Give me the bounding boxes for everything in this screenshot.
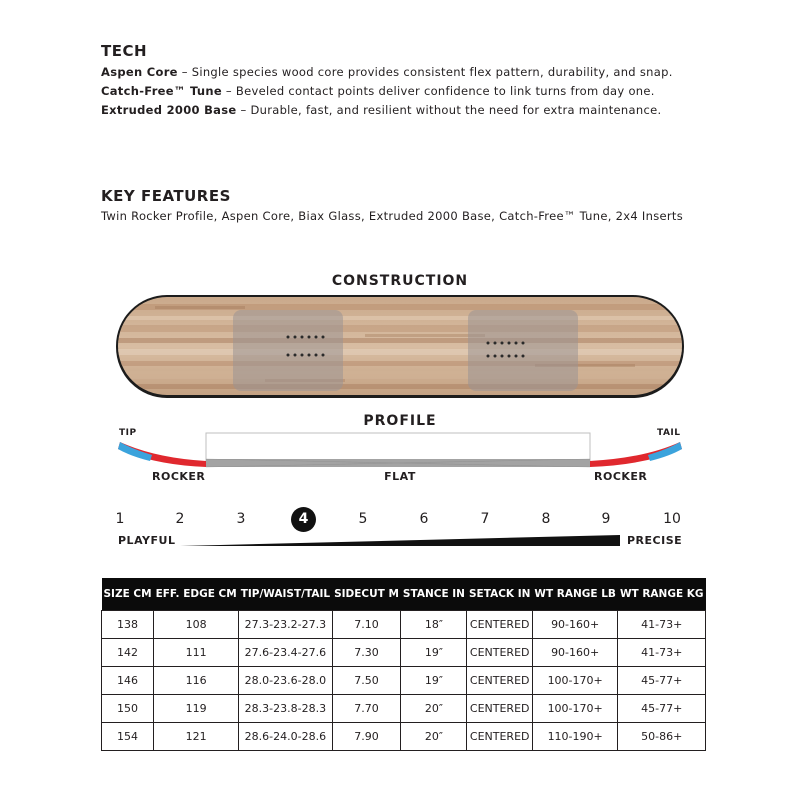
profile-diagram	[110, 425, 690, 475]
tech-item-name: Extruded 2000 Base	[101, 103, 237, 117]
flex-number: 8	[541, 511, 551, 527]
cell-stance: 18″	[401, 611, 467, 639]
rocker-left-label: ROCKER	[152, 470, 206, 483]
header-size: SIZE CM	[102, 578, 154, 611]
cell-wt-kg: 45-77+	[618, 695, 706, 723]
cell-setback: CENTERED	[467, 667, 532, 695]
tech-item-sep: –	[177, 65, 192, 79]
cell-size: 150	[102, 695, 154, 723]
cell-stance: 20″	[401, 723, 467, 751]
cell-tip-waist-tail: 27.6-23.4-27.6	[239, 639, 332, 667]
flex-number: 10	[663, 511, 681, 527]
cell-tip-waist-tail: 28.3-23.8-28.3	[239, 695, 332, 723]
wood-core	[115, 294, 685, 400]
tip-label: TIP	[119, 428, 137, 438]
cell-size: 154	[102, 723, 154, 751]
cell-wt-lb: 110-190+	[532, 723, 618, 751]
cell-wt-lb: 90-160+	[532, 611, 618, 639]
specs-table	[101, 578, 706, 751]
cell-wt-kg: 50-86+	[618, 723, 706, 751]
flex-number: 6	[419, 511, 429, 527]
cell-tip-waist-tail: 27.3-23.2-27.3	[239, 611, 332, 639]
tail-blue-section	[648, 442, 682, 461]
cell-eff-edge: 119	[154, 695, 239, 723]
flex-number: 3	[236, 511, 246, 527]
flex-number: 7	[480, 511, 490, 527]
cell-eff-edge: 111	[154, 639, 239, 667]
cell-setback: CENTERED	[467, 695, 532, 723]
tech-item-desc: Beveled contact points deliver confidence to link turns from day one.	[235, 84, 655, 98]
flex-number: 2	[175, 511, 185, 527]
cell-sidecut: 7.50	[332, 667, 401, 695]
profile-frame	[206, 433, 590, 461]
header-tip-waist-tail: TIP/WAIST/TAIL	[239, 578, 332, 611]
cell-eff-edge: 108	[154, 611, 239, 639]
cell-stance: 20″	[401, 695, 467, 723]
table-row	[102, 611, 706, 639]
tech-item-name: Aspen Core	[101, 65, 178, 79]
profile-title: PROFILE	[363, 413, 437, 429]
cell-eff-edge: 116	[154, 667, 239, 695]
key-features-text: Twin Rocker Profile, Aspen Core, Biax Glass, Extruded 2000 Base, Catch-Free™ Tune, 2x4 Inserts	[101, 209, 684, 223]
table-row	[102, 639, 706, 667]
table-row	[102, 723, 706, 751]
flex-precise-label: PRECISE	[627, 534, 683, 547]
header-wt-kg: WT RANGE KG	[618, 578, 706, 611]
flex-number: 9	[601, 511, 611, 527]
cell-size: 142	[102, 639, 154, 667]
cell-size: 138	[102, 611, 154, 639]
tech-item-desc: Durable, fast, and resilient without the need for extra maintenance.	[250, 103, 662, 117]
flex-number: 1	[115, 511, 125, 527]
cell-stance: 19″	[401, 667, 467, 695]
snowboard-construction-illustration	[115, 294, 685, 400]
header-eff-edge: EFF. EDGE CM	[154, 578, 239, 611]
specs-header-row	[102, 578, 706, 611]
header-wt-lb: WT RANGE LB	[532, 578, 618, 611]
binding-insert-zone	[468, 310, 578, 391]
cell-wt-lb: 90-160+	[532, 639, 618, 667]
key-features-heading: KEY FEATURES	[101, 187, 231, 205]
tail-label: TAIL	[657, 428, 681, 438]
tech-item	[101, 84, 655, 98]
flex-number: 5	[358, 511, 368, 527]
cell-size: 146	[102, 667, 154, 695]
cell-sidecut: 7.10	[332, 611, 401, 639]
cell-sidecut: 7.90	[332, 723, 401, 751]
header-sidecut: SIDECUT M	[332, 578, 401, 611]
construction-title: CONSTRUCTION	[331, 273, 469, 289]
header-setback: SETACK IN	[467, 578, 532, 611]
cell-wt-kg: 41-73+	[618, 611, 706, 639]
cell-wt-lb: 100-170+	[532, 667, 618, 695]
flex-wedge	[180, 532, 625, 548]
cell-setback: CENTERED	[467, 639, 532, 667]
tech-heading: TECH	[101, 42, 148, 60]
cell-stance: 19″	[401, 639, 467, 667]
table-row	[102, 695, 706, 723]
tech-item	[101, 65, 673, 79]
cell-eff-edge: 121	[154, 723, 239, 751]
cell-wt-lb: 100-170+	[532, 695, 618, 723]
rocker-right-label: ROCKER	[594, 470, 648, 483]
tech-item-sep: –	[221, 84, 236, 98]
tip-blue-section	[118, 442, 152, 461]
tech-item	[101, 103, 661, 117]
cell-setback: CENTERED	[467, 723, 532, 751]
tech-item-name: Catch-Free™ Tune	[101, 84, 222, 98]
cell-tip-waist-tail: 28.6-24.0-28.6	[239, 723, 332, 751]
header-stance: STANCE IN	[401, 578, 467, 611]
cell-sidecut: 7.70	[332, 695, 401, 723]
binding-insert-zone	[233, 310, 343, 391]
tech-item-sep: –	[236, 103, 251, 117]
cell-tip-waist-tail: 28.0-23.6-28.0	[239, 667, 332, 695]
cell-wt-kg: 41-73+	[618, 639, 706, 667]
cell-sidecut: 7.30	[332, 639, 401, 667]
tech-item-desc: Single species wood core provides consistent flex pattern, durability, and snap.	[191, 65, 673, 79]
cell-setback: CENTERED	[467, 611, 532, 639]
table-row	[102, 667, 706, 695]
flex-number-selected: 4	[291, 507, 316, 532]
flex-playful-label: PLAYFUL	[118, 534, 176, 547]
flat-label: FLAT	[384, 470, 416, 483]
cell-wt-kg: 45-77+	[618, 667, 706, 695]
